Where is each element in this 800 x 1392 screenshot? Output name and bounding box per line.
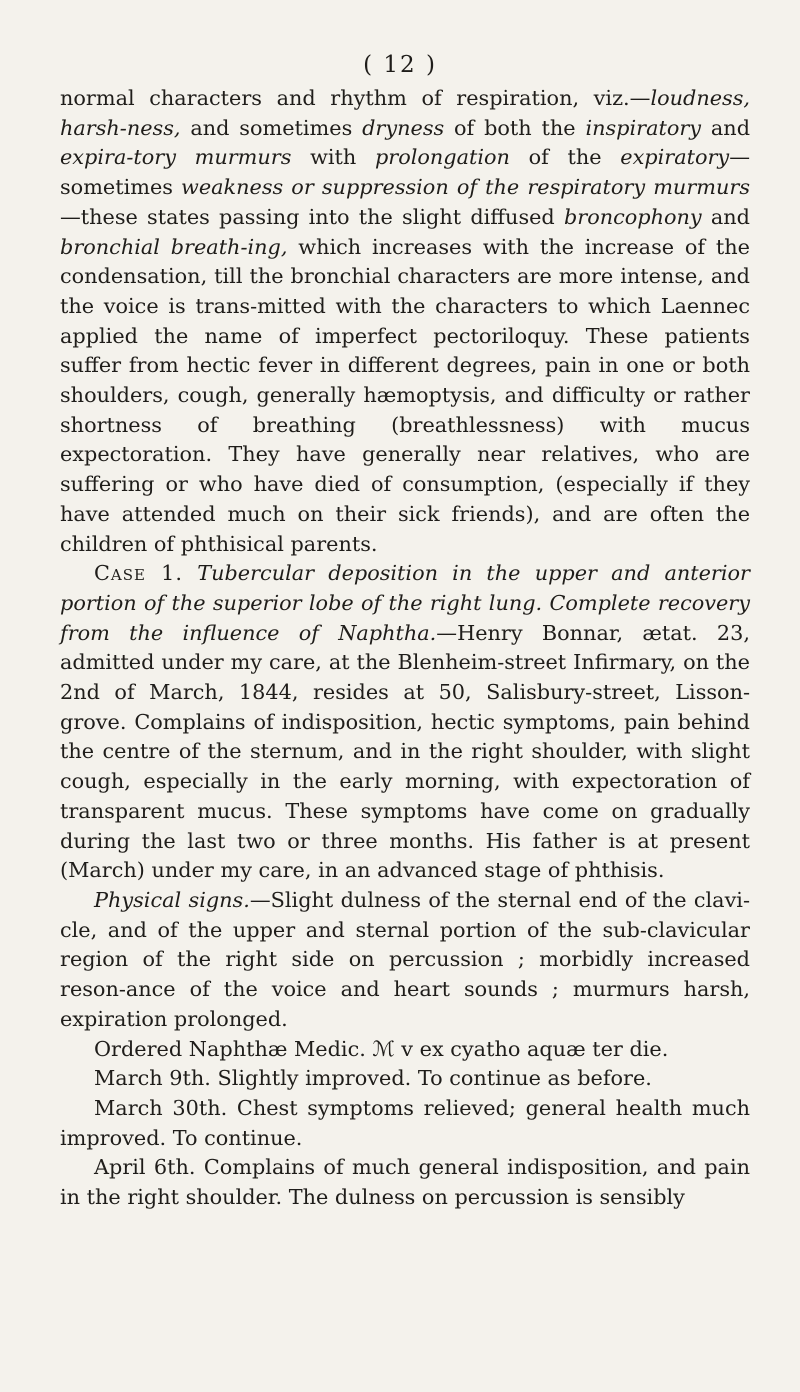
paragraph-ordered: Ordered Naphthæ Medic. ℳ v ex cyatho aquæ ter die. bbox=[94, 1036, 669, 1061]
italic-term: inspiratory bbox=[585, 115, 702, 140]
text-run: and bbox=[701, 115, 751, 140]
paragraph-march-9: March 9th. Slightly improved. To continue as before. bbox=[94, 1066, 652, 1091]
text-run: —these states passing into the slight diffused bbox=[60, 204, 564, 229]
text-run: with bbox=[291, 145, 375, 170]
paragraph-case-1 bbox=[60, 559, 750, 886]
text-run: and bbox=[701, 204, 750, 229]
case-label: Case 1. bbox=[94, 561, 184, 586]
italic-term: expira-tory murmurs bbox=[60, 145, 292, 170]
page-number: ( 12 ) bbox=[363, 52, 437, 78]
case-description: —Henry Bonnar, ætat. 23, admitted under my care, at the Blenheim-street Infirmary, on the 2nd of March, 1844, resides at 50, Salisbury-street, Lisson-grove. Complains of indisposition, hectic symptoms, pain behind the centre of the sternum, and in the right shoulder, with slight cough, especially in the early morning, with expectoration of transparent mucus. These symptoms have come on gradually during the last two or three months. His father is at present (March) under my care, in an advanced stage of phthisis. bbox=[60, 620, 750, 883]
italic-term: expiratory bbox=[620, 145, 730, 170]
text-run: —sometimes bbox=[60, 145, 750, 200]
physical-signs-label: Physical signs. bbox=[94, 887, 250, 912]
italic-term: prolongation bbox=[374, 145, 510, 170]
paragraph-respiration bbox=[60, 84, 750, 559]
physical-signs-text: —Slight dulness of the sternal end of the clavi-cle, and of the upper and sternal portion of the sub-clavicular region of the right side on percussion ; morbidly increased reson-ance of the voice and heart sounds ; murmurs harsh, expiration prolonged. bbox=[60, 887, 750, 1031]
italic-term: dryness bbox=[362, 115, 445, 140]
paragraph-march-30: March 30th. Chest symptoms relieved; general health much improved. To continue. bbox=[60, 1095, 750, 1150]
italic-term: broncophony bbox=[563, 204, 702, 229]
case-title: Tubercular deposition in the upper and anterior portion of the superior lobe of the right lung. Complete recovery from the influence of Naphtha. bbox=[60, 561, 750, 645]
text-run: of the bbox=[509, 145, 621, 170]
italic-term: loudness, harsh-ness, bbox=[60, 86, 750, 140]
text-run: which increases with the increase of the condensation, till the bronchial characters are more intense, and the voice is trans-mitted with the characters to which Laennec applied the name of imperfect pectoriloquy. These patients suffer from hectic fever in different degrees, pain in one or both shoulders, cough, generally hæmoptysis, and difficulty or rather shortness of breathing (breathlessness) with mucus expectoration. They have generally near relatives, who are suffering or who have died of consumption, (especially if they have attended much on their sick friends), and are often the children of phthisical parents. bbox=[60, 234, 750, 556]
paragraph-april-6: April 6th. Complains of much general indisposition, and pain in the right shoulder. The dulness on percussion is sensibly bbox=[60, 1155, 750, 1210]
italic-term: bronchial breath-ing, bbox=[60, 234, 288, 259]
text-run: and sometimes bbox=[180, 115, 363, 140]
italic-term: weakness or suppression of the respiratory murmurs bbox=[181, 175, 750, 200]
paragraph-physical-signs bbox=[60, 886, 750, 1035]
page-body bbox=[60, 84, 750, 1213]
text-run: normal characters and rhythm of respiration, viz.— bbox=[60, 86, 651, 110]
text-run: of both the bbox=[444, 115, 586, 140]
